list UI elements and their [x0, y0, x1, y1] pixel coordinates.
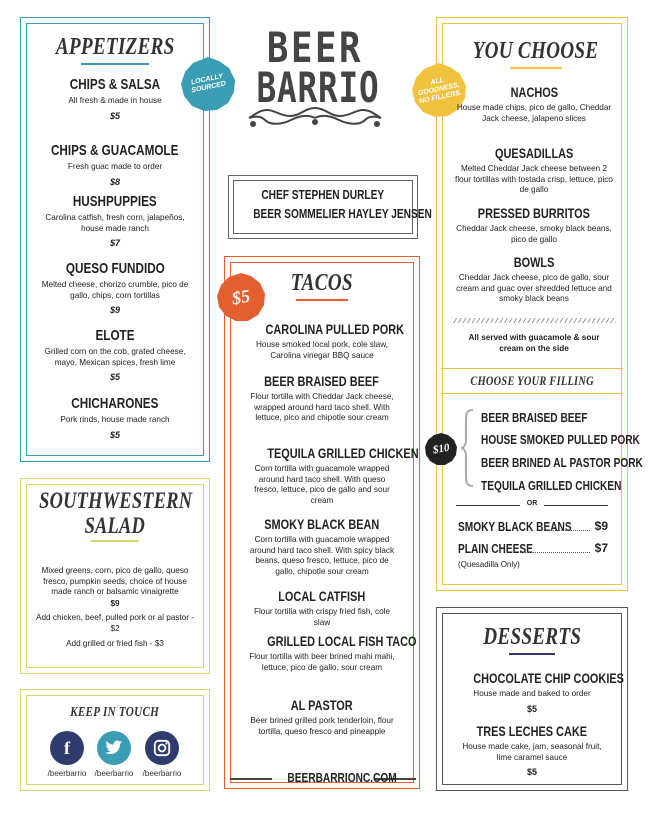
alt-smoky-black-beans [458, 519, 608, 535]
you-choose-heading: YOU CHOOSE [456, 38, 616, 69]
sommelier-name: BEER SOMMELIER HAYLEY JENSEN [253, 206, 432, 221]
item-desc: Cheddar Jack cheese, smoky black beans, pico de gallo [456, 224, 612, 244]
list-item [32, 395, 198, 445]
item-name: PRESSED BURRITOS [477, 205, 591, 221]
list-item [452, 205, 616, 254]
item-name: LOCAL CATFISH [278, 588, 366, 604]
item-name: CHIPS & SALSA [69, 76, 161, 93]
list-item [452, 84, 616, 145]
alt-plain-cheese [458, 541, 608, 557]
brand-line1: BEER [266, 23, 364, 72]
or-divider-right [544, 505, 608, 506]
tacos-price-badge [216, 272, 266, 322]
chef-credits [228, 187, 432, 221]
badge-text: LOCALLY SOURCED [190, 72, 227, 95]
item-price: $5 [109, 110, 120, 121]
item-price: $9 [109, 305, 120, 315]
item-name: CAROLINA PULLED PORK [265, 321, 405, 337]
item-desc: Pork rinds, house made ranch [60, 415, 170, 424]
tacos-list [246, 321, 419, 757]
brand-line2: BARRIO [256, 63, 380, 112]
item-price: $5 [526, 767, 537, 777]
list-item [246, 588, 398, 633]
item-desc: House smoked local pork, cole slaw, Carolina vinegar BBQ sauce [256, 340, 388, 360]
salad-body [34, 566, 196, 650]
social-heading: KEEP IN TOUCH [70, 705, 160, 720]
item-name: ELOTE [95, 327, 135, 344]
filling-heading: CHOOSE YOUR FILLING [470, 373, 594, 388]
item-desc: Flour tortilla with beer brined mahi mahi, lettuce, pico de gallo, sour cream [249, 652, 395, 672]
item-name: NACHOS [510, 84, 558, 100]
item-price: $9 [594, 519, 608, 533]
item-name: SMOKY BLACK BEANS [458, 519, 572, 534]
list-item [246, 516, 398, 588]
chef-name: CHEF STEPHEN DURLEY [261, 187, 385, 202]
facebook-handle: /beerbarrio [47, 769, 87, 778]
item-name: HUSHPUPPIES [73, 193, 157, 210]
item-desc: Corn tortilla with guacamole wrapped around hard taco shell. With queso fresco, lettuce, pico de gallo and sour cream [254, 464, 390, 505]
item-name: BOWLS [513, 254, 555, 270]
item-price: $5 [526, 703, 537, 714]
item-desc: House made and baked to order [473, 689, 591, 698]
instagram-handle: /beerbarrio [142, 769, 182, 778]
item-price: $5 [109, 429, 120, 440]
item-desc: Melted Cheddar Jack cheese between 2 flour tortillas with tostada crisp, lettuce, pico de gallo [455, 164, 613, 194]
leader-dots [546, 530, 590, 531]
salad-price: $9 [110, 598, 120, 608]
item-name: TEQUILA GRILLED CHICKEN [267, 445, 419, 461]
or-divider-left [456, 505, 520, 506]
list-item [246, 373, 398, 445]
salad-add-protein: Add chicken, beef, pulled pork or al pastor - $2 [36, 613, 194, 633]
item-desc: House made cake, jam, seasonal fruit, lime caramel sauce [462, 742, 602, 762]
salad-add-fish: Add grilled or fried fish - $3 [66, 639, 164, 648]
list-item [32, 327, 198, 395]
item-name: QUESO FUNDIDO [65, 260, 165, 277]
appetizers-list [32, 76, 198, 445]
list-item [246, 633, 417, 697]
item-desc: Fresh guac made to order [67, 162, 163, 171]
item-name: SMOKY BLACK BEAN [264, 516, 380, 532]
twitter-icon[interactable] [97, 731, 131, 765]
facebook-icon[interactable]: f [50, 731, 84, 765]
item-name: PLAIN CHEESE [458, 541, 533, 556]
item-name: BEER BRAISED BEEF [264, 373, 380, 389]
list-item [246, 697, 398, 757]
fillings-list [481, 410, 643, 500]
list-item [246, 321, 405, 373]
item-name: TRES LECHES CAKE [476, 723, 588, 739]
list-item: BEER BRAISED BEEF [481, 410, 588, 425]
appetizers-heading: APPETIZERS [20, 34, 210, 65]
item-price: $8 [109, 176, 120, 187]
list-item [452, 670, 624, 723]
list-item: HOUSE SMOKED PULLED PORK [481, 432, 640, 447]
list-item: TEQUILA GRILLED CHICKEN [481, 478, 622, 493]
tacos-price: $5 [230, 285, 252, 308]
filling-price: $10 [431, 441, 451, 457]
item-desc: Corn tortilla with guacamole wrapped around hard taco shell. With spicy black beans, queso fresco, lettuce, pico de gallo, chipotle sour cream [249, 535, 395, 576]
item-name: AL PASTOR [291, 697, 353, 713]
item-desc: All fresh & made in house [68, 96, 162, 105]
desserts-list [452, 670, 624, 783]
or-label: OR [526, 500, 538, 507]
filling-price-badge [424, 432, 458, 466]
item-name: CHIPS & GUACAMOLE [51, 142, 179, 159]
served-note: All served with guacamole & sour cream on the side [468, 333, 600, 353]
instagram-icon[interactable] [145, 731, 179, 765]
list-item [452, 145, 616, 205]
list-item [32, 76, 198, 142]
list-item [452, 723, 612, 783]
list-item [246, 445, 419, 516]
desserts-heading: DESSERTS [436, 624, 628, 655]
you-choose-list [452, 84, 616, 314]
list-item [32, 260, 198, 327]
tacos-heading: TACOS [224, 270, 420, 301]
item-price: $5 [109, 372, 120, 382]
item-name: GRILLED LOCAL FISH TACO [267, 633, 417, 649]
salad-heading: SOUTHWESTERN SALAD [20, 488, 210, 542]
item-desc: House made chips, pico de gallo, Cheddar Jack cheese, jalapeno slices [456, 103, 612, 123]
salad-desc: Mixed greens, corn, pico de gallo, queso fresco, pumpkin seeds, choice of house made ranch or balsamic vinaigrette [41, 566, 189, 596]
list-item [32, 142, 198, 193]
list-item [452, 254, 616, 314]
item-desc: Grilled corn on the cob, grated cheese, mayo, Mexican spices, fresh lime [44, 347, 186, 367]
brand-logo [240, 23, 390, 112]
item-desc: Flour tortilla with Cheddar Jack cheese, wrapped around hard taco shell. With lettuce, pico and chipotle sour cream [250, 392, 394, 422]
badge-text: ALL GOODNESS, NO FILLERS. [417, 76, 463, 106]
item-desc: Melted cheese, chorizo crumble, pico de gallo, chips, corn tortillas [41, 280, 189, 300]
twitter-handle: /beerbarrio [94, 769, 134, 778]
brace-icon [460, 408, 474, 488]
item-name: QUESADILLAS [494, 145, 574, 161]
hatched-divider [452, 318, 616, 323]
list-item [32, 193, 198, 260]
alt-note: (Quesadilla Only) [458, 560, 520, 569]
item-name: CHOCOLATE CHIP COOKIES [473, 670, 624, 686]
item-desc: Flour tortilla with crispy fried fish, cole slaw [253, 607, 391, 627]
leader-dots [520, 552, 590, 553]
item-desc: Cheddar Jack cheese, pico de gallo, sour cream and guac over shredded lettuce and smoky black beans [456, 273, 612, 303]
ornament-icon [245, 104, 385, 132]
website-link[interactable]: BEERBARRIONC.COM [287, 770, 397, 785]
item-price: $7 [594, 541, 608, 555]
website-divider-left [230, 778, 272, 780]
item-desc: Beer brined grilled pork tenderloin, flour tortilla, queso fresco and pineapple [250, 716, 394, 736]
item-price: $7 [109, 238, 120, 248]
locally-sourced-badge [180, 56, 236, 112]
list-item: BEER BRINED AL PASTOR PORK [481, 455, 643, 470]
item-desc: Carolina catfish, fresh corn, jalapeños, house made ranch [45, 213, 185, 233]
item-name: CHICHARONES [71, 395, 159, 412]
